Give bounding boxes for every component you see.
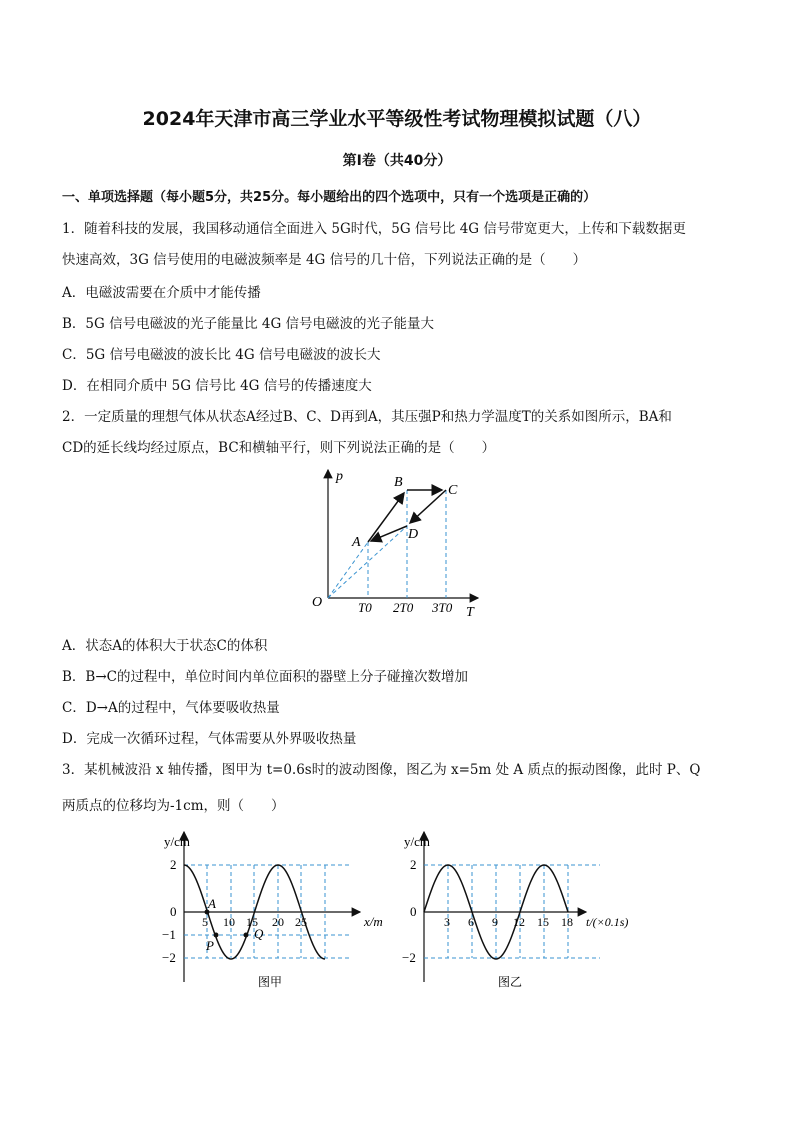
q2-option-b: B．B→C的过程中，单位时间内单位面积的器壁上分子碰撞次数增加 [62,669,468,685]
vib-xtick-18: 18 [561,915,573,929]
wave-xtick-25: 25 [295,915,307,929]
wave-x-label: x/m [364,914,383,929]
q1-option-b: B．5G 信号电磁波的光子能量比 4G 信号电磁波的光子能量大 [62,316,435,332]
q1-option-a: A．电磁波需要在介质中才能传播 [62,285,261,301]
point-q-dot [244,933,249,938]
point-d-label: D [408,527,419,542]
part-title: 第Ⅰ卷（共40分） [342,153,452,169]
vib-xtick-12: 12 [513,915,525,929]
q3-stem-line1: 3．某机械波沿 x 轴传播，图甲为 t=0.6s时的波动图像，图乙为 x=5m 处 A 质点的振动图像，此时 P、Q [62,762,701,778]
tick-2t0: 2T0 [393,600,414,615]
wave-xtick-15: 15 [246,915,258,929]
wave-y-label: y/cm [164,834,190,849]
vib-xtick-6: 6 [468,915,474,929]
q2-option-c: C．D→A的过程中，气体要吸收热量 [62,700,280,716]
origin-label: O [312,595,323,610]
point-p-label: P [206,938,214,953]
wave-xtick-10: 10 [223,915,235,929]
pt-diagram [300,462,490,624]
section-heading: 一、单项选择题（每小题5分，共25分。每小题给出的四个选项中，只有一个选项是正确的） [62,190,597,205]
q1-option-d: D．在相同介质中 5G 信号比 4G 信号的传播速度大 [62,378,372,394]
tick-t0: T0 [358,600,372,615]
q2-option-d: D．完成一次循环过程，气体需要从外界吸收热量 [62,731,357,747]
q1-stem-line1: 1．随着科技的发展，我国移动通信全面进入 5G时代，5G 信号比 4G 信号带宽更大，上传和下载数据更 [62,221,686,237]
wave-graph [160,826,400,988]
vib-xtick-15: 15 [537,915,549,929]
q2-stem-line2: CD的延长线均经过原点，BC和横轴平行，则下列说法正确的是（ ） [62,440,496,456]
page-title: 2024年天津市高三学业水平等级性考试物理模拟试题（八） [142,108,652,130]
wave-xtick-5: 5 [202,915,208,929]
q2-option-a: A．状态A的体积大于状态C的体积 [62,638,268,654]
vib-ytick-0: 0 [410,904,417,919]
q2-stem-line1: 2．一定质量的理想气体从状态A经过B、C、D再到A，其压强P和热力学温度T的关系如图所示，BA和 [62,409,672,425]
t-axis-label: T [466,605,474,620]
point-p-dot [214,933,219,938]
point-a-label: A [352,535,361,550]
wave-ytick-2: 2 [170,857,177,872]
wave-ytick-0: 0 [170,904,177,919]
vibration-graph [400,826,640,988]
vib-xtick-3: 3 [444,915,450,929]
wave-ytick-neg1: −1 [162,927,176,942]
wave-xtick-20: 20 [272,915,284,929]
vib-ytick-2: 2 [410,857,417,872]
vib-ytick-neg2: −2 [402,950,416,965]
q1-stem-line2: 快速高效，3G 信号使用的电磁波频率是 4G 信号的几十倍，下列说法正确的是（ ） [62,252,587,268]
vib-y-label: y/cm [404,834,430,849]
wave-ytick-neg2: −2 [162,950,176,965]
p-axis-label: p [336,469,343,484]
wave-caption: 图甲 [258,975,283,988]
vib-xtick-9: 9 [492,915,498,929]
vib-x-label: t/(×0.1s) [586,915,629,929]
vib-caption: 图乙 [498,975,523,988]
tick-3t0: 3T0 [432,600,453,615]
point-b-label: B [394,475,403,490]
q3-stem-line2: 两质点的位移均为-1cm，则（ ） [62,798,285,814]
point-a-label: A [208,896,216,911]
point-q-label: Q [254,926,264,941]
q1-option-c: C．5G 信号电磁波的波长比 4G 信号电磁波的波长大 [62,347,381,363]
point-c-label: C [448,483,458,498]
